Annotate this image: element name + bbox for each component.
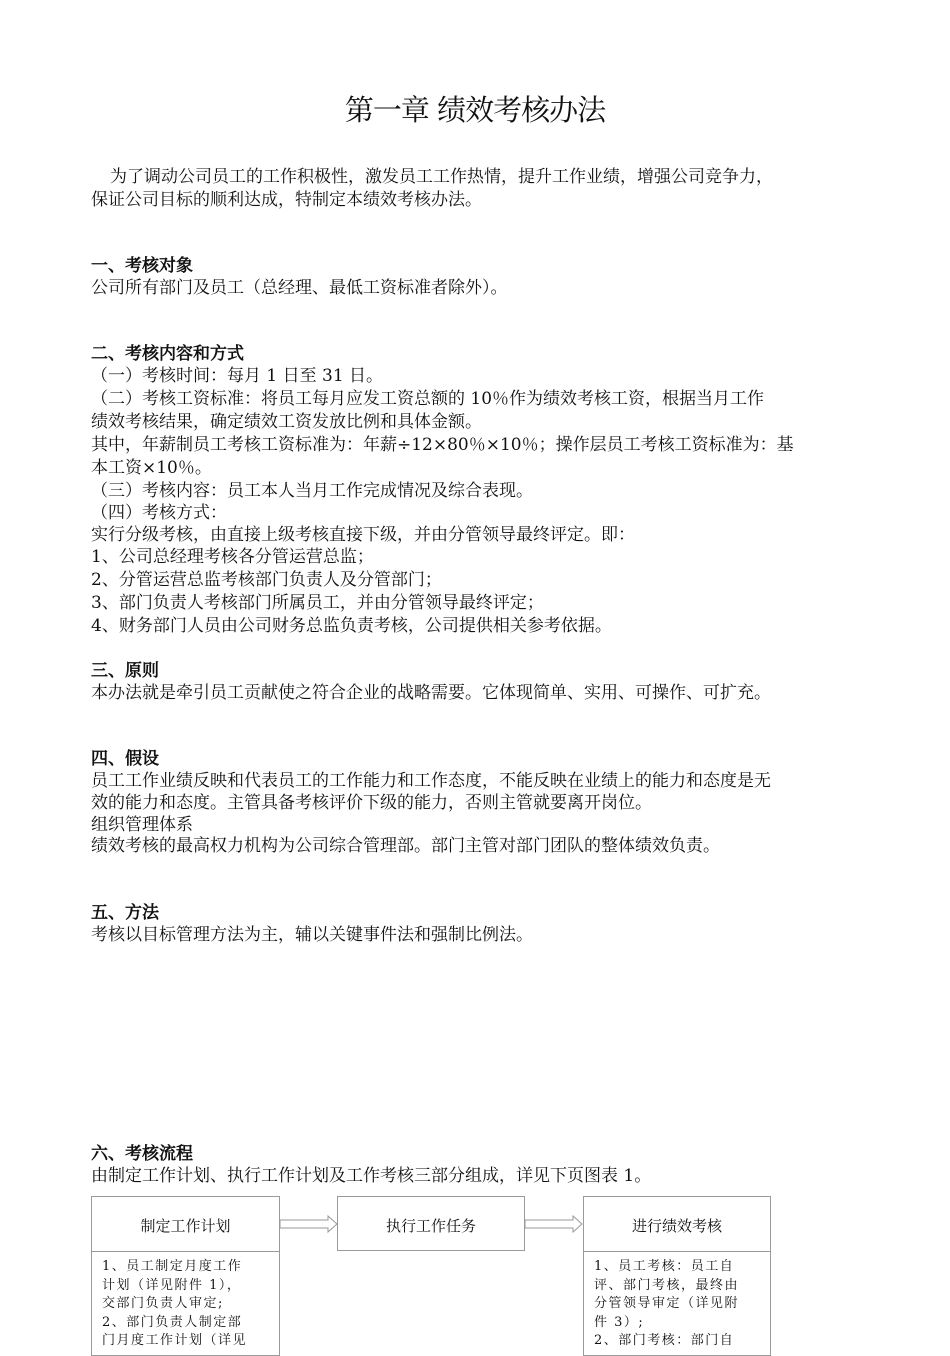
content-line-12: 4、财务部门人员由公司财务总监负责考核，公司提供相关参考依据。 — [91, 616, 612, 636]
content-line-2: （二）考核工资标准：将员工每月应发工资总额的 10％作为绩效考核工资，根据当月工作 — [91, 389, 765, 409]
assumption-line-1: 员工工作业绩反映和代表员工的工作能力和工作态度，不能反映在业绩上的能力和态度是无 — [91, 771, 771, 791]
section-process-text: 由制定工作计划、执行工作计划及工作考核三部分组成，详见下页图表 1。 — [91, 1166, 652, 1186]
content-line-10: 2、分管运营总监考核部门负责人及分管部门； — [91, 570, 442, 590]
flow-box-evaluate — [583, 1196, 771, 1356]
section-heading-objects: 一、考核对象 — [91, 256, 193, 276]
content-line-9: 1、公司总经理考核各分管运营总监； — [91, 547, 374, 567]
content-line-5: 本工资×10％。 — [91, 458, 212, 478]
flow-box-plan-divider — [92, 1251, 279, 1252]
content-line-1: （一）考核时间：每月 1 日至 31 日。 — [91, 366, 384, 386]
flow-arrow-1 — [280, 1215, 338, 1233]
flow-box-plan-line: 1、员工制定月度工作 — [102, 1259, 243, 1274]
content-line-8: 实行分级考核，由直接上级考核直接下级，并由分管领导最终评定。即： — [91, 525, 635, 545]
intro-line-2: 保证公司目标的顺利达成，特制定本绩效考核办法。 — [91, 190, 482, 210]
assumption-line-4: 绩效考核的最高权力机构为公司综合管理部。部门主管对部门团队的整体绩效负责。 — [91, 836, 720, 856]
content-line-6: （三）考核内容：员工本人当月工作完成情况及综合表现。 — [91, 481, 533, 501]
assumption-line-3: 组织管理体系 — [91, 815, 193, 835]
section-heading-process: 六、考核流程 — [91, 1144, 193, 1164]
flow-box-evaluate-body — [594, 1258, 762, 1351]
section-heading-content: 二、考核内容和方式 — [91, 344, 244, 364]
flow-box-evaluate-line: 2、部门考核：部门自 — [594, 1333, 735, 1348]
assumption-line-2: 效的能力和态度。主管具备考核评价下级的能力，否则主管就要离开岗位。 — [91, 793, 652, 813]
flow-box-evaluate-title: 进行绩效考核 — [631, 1217, 722, 1235]
content-line-4: 其中，年薪制员工考核工资标准为：年薪÷12×80％×10％；操作层员工考核工资标准为：基 — [91, 435, 794, 455]
section-principle-text: 本办法就是牵引员工贡献使之符合企业的战略需要。它体现简单、实用、可操作、可扩充。 — [91, 683, 771, 703]
flow-box-plan-line: 计划（详见附件 1）， — [102, 1277, 242, 1293]
section-heading-method: 五、方法 — [91, 903, 159, 923]
intro-line-1: 为了调动公司员工的工作积极性，激发员工工作热情，提升工作业绩，增强公司竞争力， — [110, 167, 773, 187]
content-line-3: 绩效考核结果，确定绩效工资发放比例和具体金额。 — [91, 412, 482, 432]
flow-box-execute — [337, 1196, 525, 1251]
section-heading-principle: 三、原则 — [91, 661, 159, 681]
flow-box-plan-line: 2、部门负责人制定部 — [102, 1314, 243, 1330]
flow-arrow-2 — [525, 1215, 583, 1233]
flow-box-plan-title: 制定工作计划 — [140, 1217, 231, 1235]
flow-box-plan-line: 交部门负责人审定; — [102, 1296, 224, 1311]
section-heading-assumption: 四、假设 — [91, 749, 159, 769]
flow-box-evaluate-divider — [584, 1251, 770, 1252]
flow-box-evaluate-line: 分管领导审定（详见附 — [594, 1296, 740, 1311]
flow-box-plan — [91, 1196, 280, 1356]
flow-box-evaluate-line: 件 3）; — [594, 1314, 645, 1330]
flow-box-execute-title: 执行工作任务 — [385, 1217, 476, 1235]
flow-box-evaluate-line: 1、员工考核：员工自 — [594, 1259, 735, 1274]
section-method-text: 考核以目标管理方法为主，辅以关键事件法和强制比例法。 — [91, 925, 533, 945]
content-line-7: （四）考核方式： — [91, 503, 227, 523]
flow-box-plan-line: 门月度工作计划（详见 — [102, 1333, 248, 1348]
flow-box-evaluate-line: 评、部门考核，最终由 — [594, 1277, 740, 1293]
chapter-title: 第一章 绩效考核办法 — [344, 93, 606, 127]
section-objects-text: 公司所有部门及员工（总经理、最低工资标准者除外）。 — [91, 278, 508, 298]
flow-box-plan-body — [102, 1258, 271, 1351]
content-line-11: 3、部门负责人考核部门所属员工，并由分管领导最终评定； — [91, 593, 544, 613]
